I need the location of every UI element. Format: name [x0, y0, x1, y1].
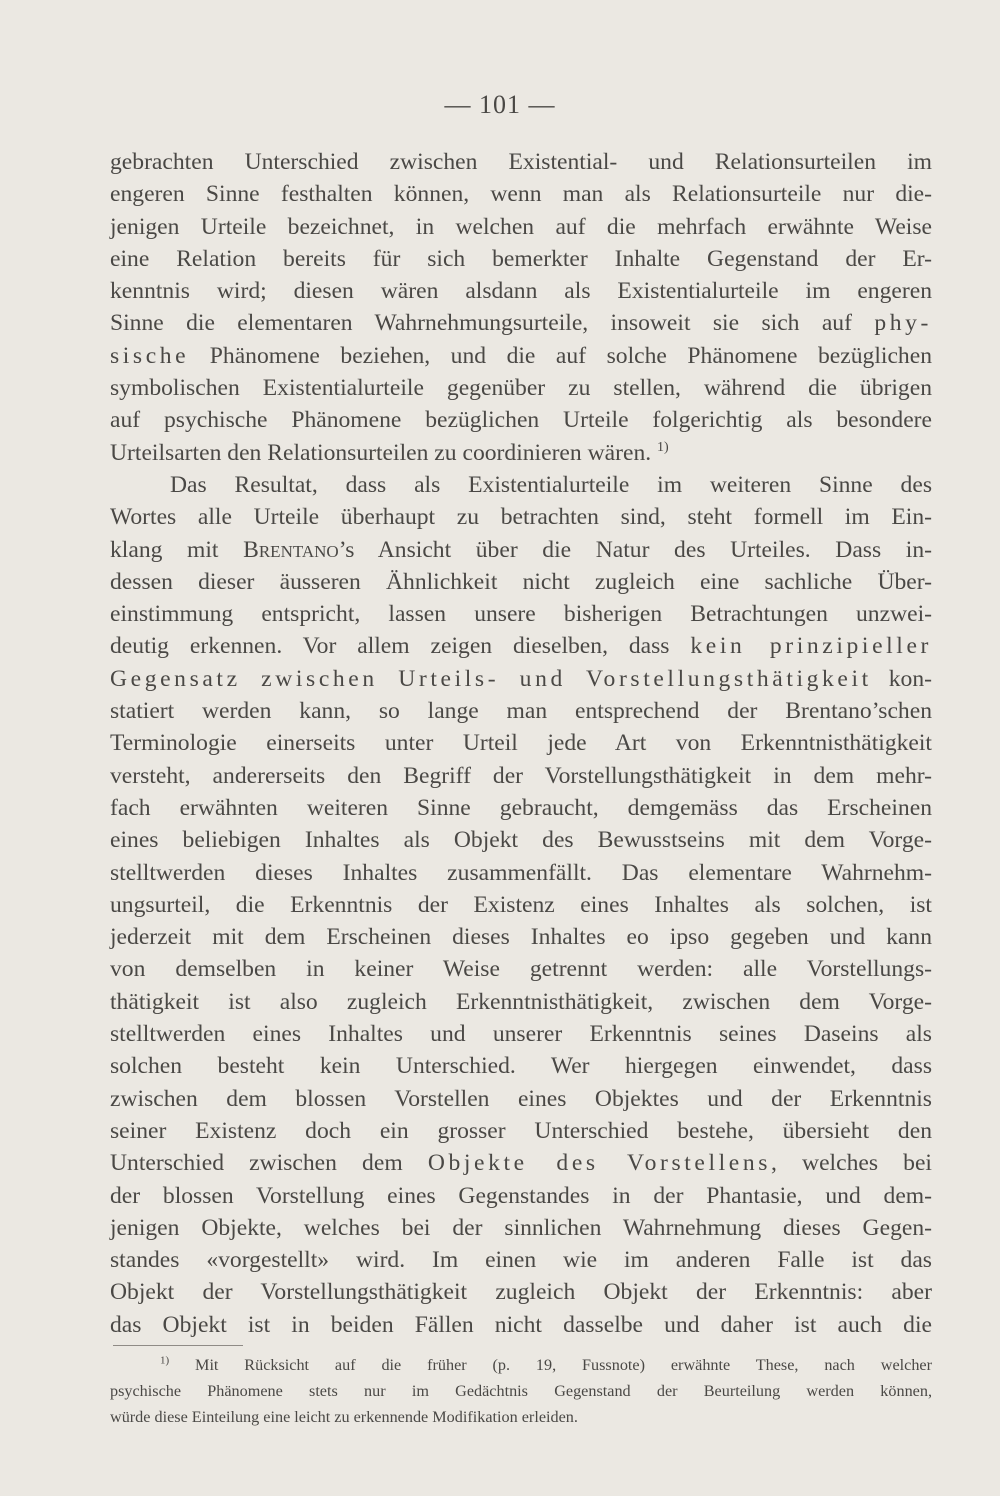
text-line: von demselben in keiner Weise getrennt werden: alle Vorstellungs-	[110, 956, 932, 983]
text-line: thätigkeit ist also zugleich Erkenntnisthätigkeit, zwischen dem Vorge-	[110, 988, 932, 1015]
text-segment: sische	[110, 342, 190, 369]
text-segment: Brentano	[243, 536, 339, 563]
text-line: jenigen Urteile bezeichnet, in welchen auf die mehrfach erwähnte Weise	[110, 213, 932, 240]
text-line: kenntnis wird; diesen wären alsdann als Existentialurteile im engeren	[110, 278, 932, 305]
footnote-line: würde diese Einteilung eine leicht zu erkennende Modifikation erleiden.	[110, 1408, 578, 1426]
text-line: der blossen Vorstellung eines Gegenstandes in der Phantasie, und dem-	[110, 1182, 932, 1209]
text-line: engeren Sinne festhalten können, wenn man als Relationsurteile nur die-	[110, 181, 932, 208]
text-line: auf psychische Phänomene bezüglichen Urteile folgerichtig als besondere	[110, 407, 932, 434]
footnote-reference: 1)	[657, 439, 669, 455]
text-line	[110, 307, 932, 339]
text-segment: Urteilsarten den Relationsurteilen zu coordinieren wären.	[110, 439, 658, 466]
text-segment: phy-	[874, 310, 932, 337]
text-line	[110, 1147, 932, 1179]
text-line: stelltwerden dieses Inhaltes zusammenfällt. Das elementare Wahrnehm-	[110, 859, 932, 886]
text-line	[110, 534, 932, 566]
text-line: dessen dieser äusseren Ähnlichkeit nicht zugleich eine sachliche Über-	[110, 568, 932, 595]
text-line: fach erwähnten weiteren Sinne gebraucht, demgemäss das Erscheinen	[110, 794, 932, 821]
text-line: versteht, andererseits den Begriff der Vorstellungsthätigkeit in dem mehr-	[110, 762, 932, 789]
text-line: das Objekt ist in beiden Fällen nicht dasselbe und daher ist auch die	[110, 1311, 932, 1338]
text-line: standes «vorgestellt» wird. Im einen wie im anderen Falle ist das	[110, 1247, 932, 1274]
text-line: einstimmung entspricht, lassen unsere bisherigen Betrachtungen unzwei-	[110, 601, 932, 628]
text-segment: Objekte des Vorstellens	[427, 1150, 772, 1177]
text-segment: Unterschied zwischen dem	[110, 1150, 428, 1177]
footnote-rule	[113, 1345, 243, 1346]
text-line	[110, 340, 932, 372]
text-segment: Sinne die elementaren Wahrnehmungsurteile, insoweit sie sich auf	[110, 310, 875, 337]
text-line	[110, 630, 932, 662]
text-line: Objekt der Vorstellungsthätigkeit zugleich Objekt der Erkenntnis: aber	[110, 1279, 932, 1306]
footnotes	[110, 1352, 932, 1430]
text-line	[110, 437, 932, 469]
text-line: ungsurteil, die Erkenntnis der Existenz eines Inhaltes als solchen, ist	[110, 891, 932, 918]
text-segment: kon-	[871, 665, 932, 692]
footnote-text: Mit Rücksicht auf die früher (p. 19, Fussnote) erwähnte These, nach welcher	[169, 1356, 932, 1374]
footnote-line: psychische Phänomene stets nur im Gedächtnis Gegenstand der Beurteilung werden können,	[110, 1382, 932, 1400]
text-line: solchen besteht kein Unterschied. Wer hiergegen einwendet, dass	[110, 1053, 932, 1080]
text-line	[110, 663, 932, 695]
text-line: stelltwerden eines Inhaltes und unserer Erkenntnis seines Daseins als	[110, 1021, 932, 1048]
page-number: — 101 —	[444, 90, 556, 119]
text-line: zwischen dem blossen Vorstellen eines Objektes und der Erkenntnis	[110, 1085, 932, 1112]
text-line: seiner Existenz doch ein grosser Unterschied bestehe, übersieht den	[110, 1117, 932, 1144]
text-segment: deutig erkennen. Vor allem zeigen dieselben, dass	[110, 633, 691, 660]
text-line: jederzeit mit dem Erscheinen dieses Inhaltes eo ipso gegeben und kann	[110, 924, 932, 951]
text-segment: Phänomene beziehen, und die auf solche Phänomene bezüglichen	[189, 342, 932, 369]
text-line: gebrachten Unterschied zwischen Existential- und Relationsurteilen im	[110, 149, 932, 175]
text-segment: klang mit	[110, 536, 244, 563]
text-line: symbolischen Existentialurteile gegenüber zu stellen, während die übrigen	[110, 375, 932, 402]
text-line: statiert werden kann, so lange man entsprechend der Brentano’schen	[110, 698, 932, 725]
text-segment: Gegensatz zwischen Urteils- und Vorstellungsthätigkeit	[110, 665, 872, 692]
footnote-mark: 1)	[160, 1354, 170, 1367]
text-line: jenigen Objekte, welches bei der sinnlichen Wahrnehmung dieses Gegen-	[110, 1214, 932, 1241]
text-segment: , welches bei	[771, 1150, 932, 1177]
text-line: eine Relation bereits für sich bemerkter Inhalte Gegenstand der Er-	[110, 245, 932, 272]
text-segment: ’s Ansicht über die Natur des Urteiles. Dass in-	[338, 536, 932, 563]
text-line: Wortes alle Urteile überhaupt zu betrachten sind, steht formell im Ein-	[110, 504, 932, 531]
text-line: eines beliebigen Inhaltes als Objekt des Bewusstseins mit dem Vorge-	[110, 827, 932, 854]
text-line: Terminologie einerseits unter Urteil jede Art von Erkenntnisthätigkeit	[110, 730, 932, 757]
text-line: Das Resultat, dass als Existentialurteile im weiteren Sinne des	[170, 471, 932, 498]
footnote-line	[110, 1352, 932, 1378]
text-segment: kein prinzipieller	[690, 633, 932, 660]
body-text	[110, 146, 932, 1341]
